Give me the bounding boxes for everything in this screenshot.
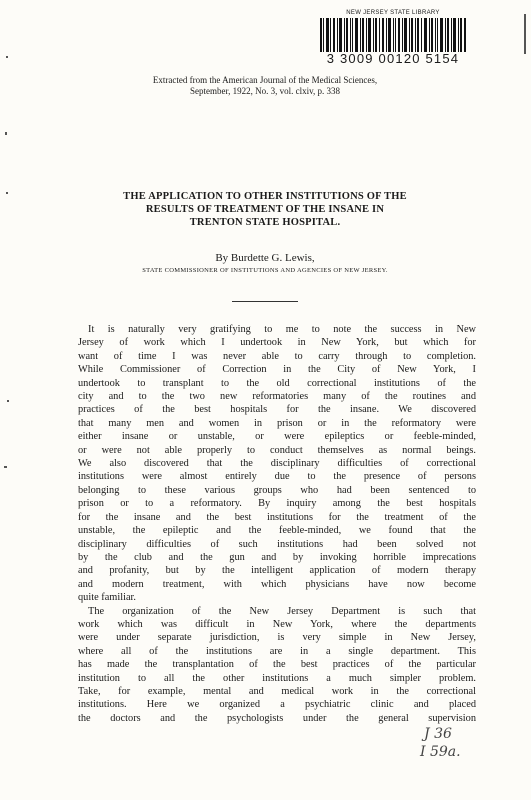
text-line: It is naturally very gratifying to me to note the success in New (88, 324, 476, 335)
text-line: practices of the best hospitals for the insane. We discovered (78, 404, 476, 416)
text-line: institution to all the other institutions a much simpler problem. (78, 672, 476, 684)
text-line: Jersey of work which I undertook in New York, but which for (78, 337, 476, 349)
text-line: undertook to transplant to the old correctional institutions of the (78, 377, 476, 389)
text-line: institutions were almost entirely due to the presence of persons (78, 471, 476, 483)
handwritten-call-number (420, 726, 510, 776)
text-line: by the club and the gun and by invoking horrible imprecations (78, 551, 476, 563)
article-title (70, 190, 460, 229)
scan-mark (7, 400, 9, 402)
text-line: were under separate jurisdiction, is very simple in New Jersey, (78, 632, 476, 644)
article-body (78, 323, 476, 725)
extract-citation-line-1: Extracted from the American Journal of the Medical Sciences, (152, 75, 378, 85)
text-line: has made the transplantation of the best practices of the particular (78, 659, 476, 671)
section-divider (232, 301, 298, 302)
text-line: that many men and women in prison or in the reformatory were (78, 417, 476, 429)
article-title-line: TRENTON STATE HOSPITAL. (189, 217, 341, 228)
scan-mark (6, 192, 8, 194)
text-line: The organization of the New Jersey Department is such that (88, 605, 476, 617)
barcode-icon (320, 18, 466, 52)
article-title-line: RESULTS OF TREATMENT OF THE INSANE IN (145, 204, 385, 215)
text-line: prison or to a reformatory. By inquiry among the best hospitals (78, 498, 476, 510)
library-barcode-label (318, 10, 468, 68)
scan-mark (6, 56, 8, 58)
text-line: disciplinary difficulties of such institutions had been solved not (78, 538, 476, 550)
text-line: city and to the two new reformatories many of the routines and (78, 391, 476, 403)
paragraph-2 (78, 605, 476, 726)
text-line: Take, for example, mental and medical work in the correctional (78, 685, 476, 697)
text-line: We also discovered that the disciplinary difficulties of correctional (78, 458, 476, 470)
text-line: belonging to these various groups who had been sentenced to (78, 484, 476, 496)
text-line: or were not able properly to conduct themselves as normal beings. (78, 444, 476, 456)
text-line: and profanity, but by the intelligent application of modern therapy (78, 565, 476, 577)
paragraph-1 (78, 323, 476, 605)
text-line: want of time I was never able to carry through to completion. (78, 350, 476, 362)
scan-mark (5, 132, 7, 135)
handwritten-line: J 36 (424, 726, 452, 742)
text-line: and modern treatment, with which physicians have now become (78, 578, 476, 590)
text-line: quite familiar. (78, 592, 137, 604)
barcode-number: 3 3009 00120 5154 (326, 51, 460, 66)
author-affiliation: STATE COMMISSIONER OF INSTITUTIONS AND AGENCIES OF NEW JERSEY. (142, 267, 388, 274)
barcode-library-name: NEW JERSEY STATE LIBRARY (346, 10, 440, 16)
text-line: unstable, the epileptic and the feeble-minded, we found that the (78, 525, 476, 537)
scan-mark (4, 466, 7, 468)
text-line: where all of the institutions are in a single department. This (78, 645, 476, 657)
text-line: work which was difficult in New York, where the departments (78, 618, 476, 630)
text-line: for the insane and the best institutions for the treatment of the (78, 511, 476, 523)
scan-mark (524, 14, 526, 54)
article-title-line: THE APPLICATION TO OTHER INSTITUTIONS OF THE (123, 191, 407, 202)
author-byline: By Burdette G. Lewis, (215, 252, 315, 264)
text-line: While Commissioner of Correction in the City of New York, I (78, 364, 476, 376)
text-line: institutions. Here we organized a psychiatric clinic and placed (78, 699, 476, 711)
handwritten-line: I 59a. (420, 744, 461, 760)
text-line: either insane or unstable, or were epileptics or feeble-minded, (78, 431, 476, 443)
text-line: the doctors and the psychologists under the general supervision (78, 712, 476, 724)
extract-citation-line-2: September, 1922, No. 3, vol. clxiv, p. 338 (189, 86, 341, 96)
